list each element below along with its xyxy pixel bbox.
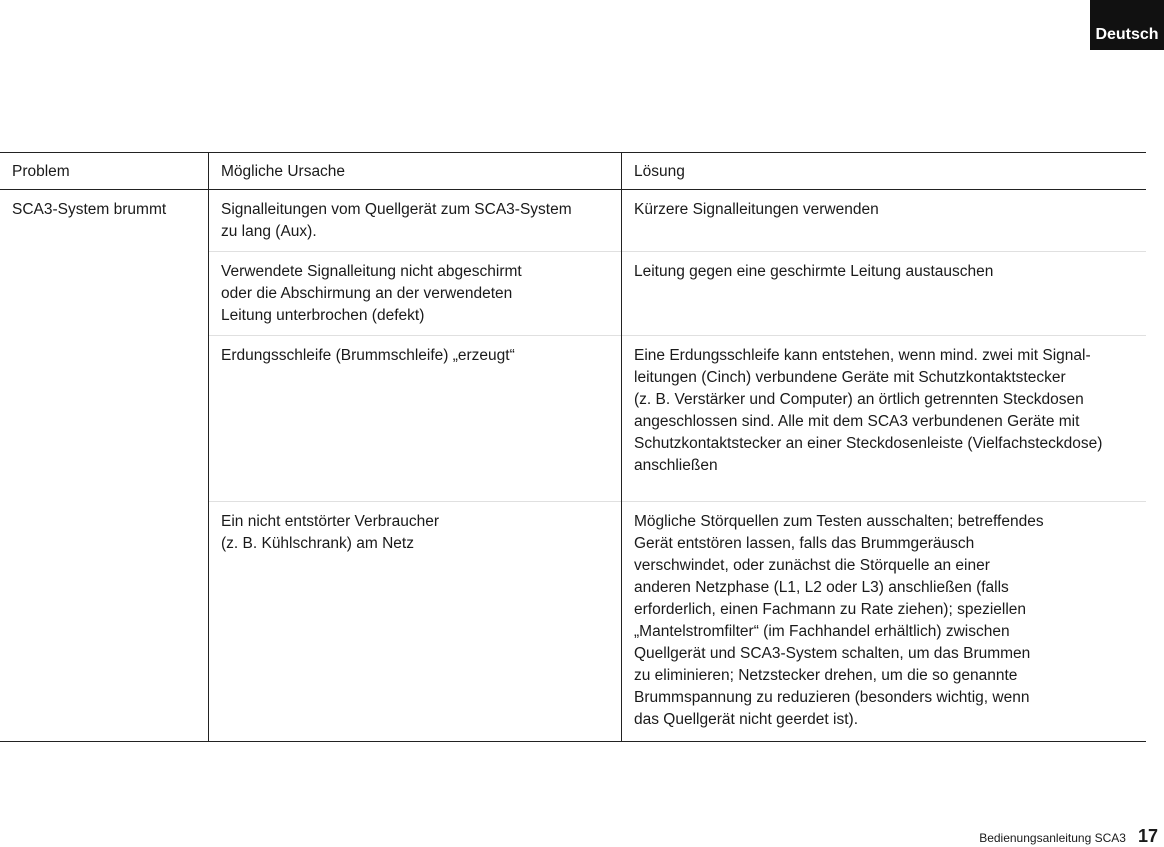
manual-title: Bedienungsanleitung SCA3	[979, 831, 1126, 845]
table-row	[0, 190, 1146, 252]
troubleshooting-table	[0, 152, 1146, 742]
problem-cell: SCA3-System brummt	[0, 190, 209, 742]
solution-cell: Kürzere Signalleitungen verwenden	[622, 190, 1147, 252]
table-header-row	[0, 153, 1146, 190]
cause-cell: Erdungsschleife (Brummschleife) „erzeugt“	[209, 336, 622, 502]
solution-cell: Mögliche Störquellen zum Testen ausschalten; betreffendes Gerät entstören lassen, falls das Brummgeräusch verschwindet, oder zunächst die Störquelle an einer anderen Netzphase (L1, L2 oder L3) anschließen (falls erforderlich, einen Fachmann zu Rate ziehen); speziellen „Mantelstromfilter“ (im Fachhandel erhältlich) zwischen Quellgerät und SCA3-System schalten, um das Brummen zu eliminieren; Netzstecker drehen, um die so genannte Brummspannung zu reduzieren (besonders wichtig, wenn das Quellgerät nicht geerdet ist).	[622, 502, 1147, 742]
column-header-problem: Problem	[0, 153, 209, 190]
cause-cell: Signalleitungen vom Quellgerät zum SCA3-System zu lang (Aux).	[209, 190, 622, 252]
page-number: 17	[1137, 826, 1158, 846]
solution-cell: Eine Erdungsschleife kann entstehen, wenn mind. zwei mit Signal- leitungen (Cinch) verbundene Geräte mit Schutzkontaktstecker (z. B. Verstärker und Computer) an örtlich getrennten Steckdosen angeschlossen sind. Alle mit dem SCA3 verbundenen Geräte mit Schutzkontaktstecker an einer Steckdosenleiste (Vielfachsteckdose) anschließen	[622, 336, 1147, 502]
column-header-cause: Mögliche Ursache	[209, 153, 622, 190]
page-footer	[979, 826, 1158, 847]
column-header-solution: Lösung	[622, 153, 1147, 190]
cause-cell: Verwendete Signalleitung nicht abgeschirmt oder die Abschirmung an der verwendeten Leitung unterbrochen (defekt)	[209, 252, 622, 336]
language-tab: Deutsch	[1090, 0, 1164, 50]
solution-cell: Leitung gegen eine geschirmte Leitung austauschen	[622, 252, 1147, 336]
cause-cell: Ein nicht entstörter Verbraucher (z. B. Kühlschrank) am Netz	[209, 502, 622, 742]
